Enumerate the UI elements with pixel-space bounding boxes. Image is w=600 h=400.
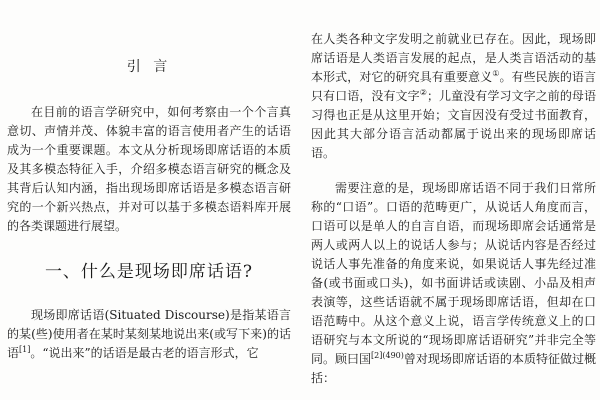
second-paragraph-tail: 曾对现场即席话语的本质特征做过概括：: [311, 352, 596, 385]
section-heading: 一、什么是现场即席话语?: [44, 262, 254, 282]
section-paragraph-tail: 。“说出来”的话语是最古老的语言形式，它: [30, 346, 259, 360]
section-paragraph-text: 现场即席话语(Situated Discourse)是指某语言的某(些)使用者在某时某刻某地说出来(或写下来)的话语: [7, 308, 291, 360]
section-paragraph: [7, 306, 291, 363]
left-column: [7, 0, 291, 363]
citation-ref-1: [1]: [19, 345, 31, 354]
second-paragraph-text: 需要注意的是，现场即席话语不同于我们日常所称的“口语”。口语的范畴更广，从说话人角度而言，口语可以是单人的自言自语，而现场即席会话通常是两人或两人以上的说话人参与；从说话内容是否经过说话人事先准备的角度来说，如果说话人事先经过准备(或书面或口头)，如书面讲话或读剧、小品及相声表演等，这些话语就不属于现场即席话语，但却在口语范畴中。从这个意义上说，语言学传统意义上的口语研究与本文所说的“现场即席话语研究”并非完全等同。顾曰国: [311, 181, 596, 366]
intro-paragraph: 在目前的语言学研究中，如何考察由一个个言真意切、声情并茂、体貌丰富的语言使用者产生的话语成为一个重要课题。本文从分析现场即席话语的本质及其多模态特征入手，介绍多模态语言研究的概念及其背后认知内涵，指出现场即席话语是多模态语言研究的一个新兴热点，并对可以基于多模态语料库开展的各类课题进行展望。: [7, 105, 291, 233]
continuation-text-3: ；儿童没有学习文字之前的母语习得也正是从这里开始；文盲因没有受过书面教育，因此其大部分语言活动都属于说出来的现场即席话语。: [311, 89, 596, 160]
continuation-text-2: 。有些民族的语言只有口语，没有文字: [311, 70, 596, 103]
intro-heading: 引 言: [126, 59, 172, 75]
footnote-ref-2: ②: [419, 88, 427, 97]
second-paragraph: [311, 179, 596, 388]
continuation-paragraph: [311, 30, 596, 163]
citation-ref-2: [2](490): [371, 351, 404, 360]
footnote-ref-1: ①: [492, 69, 500, 78]
right-column: [311, 0, 596, 388]
continuation-text-1: 在人类各种文字发明之前就业已存在。因此，现场即席话语是人类语言发展的起点，是人类言语活动的基本形式，对它的研究具有重要意义: [311, 32, 596, 84]
